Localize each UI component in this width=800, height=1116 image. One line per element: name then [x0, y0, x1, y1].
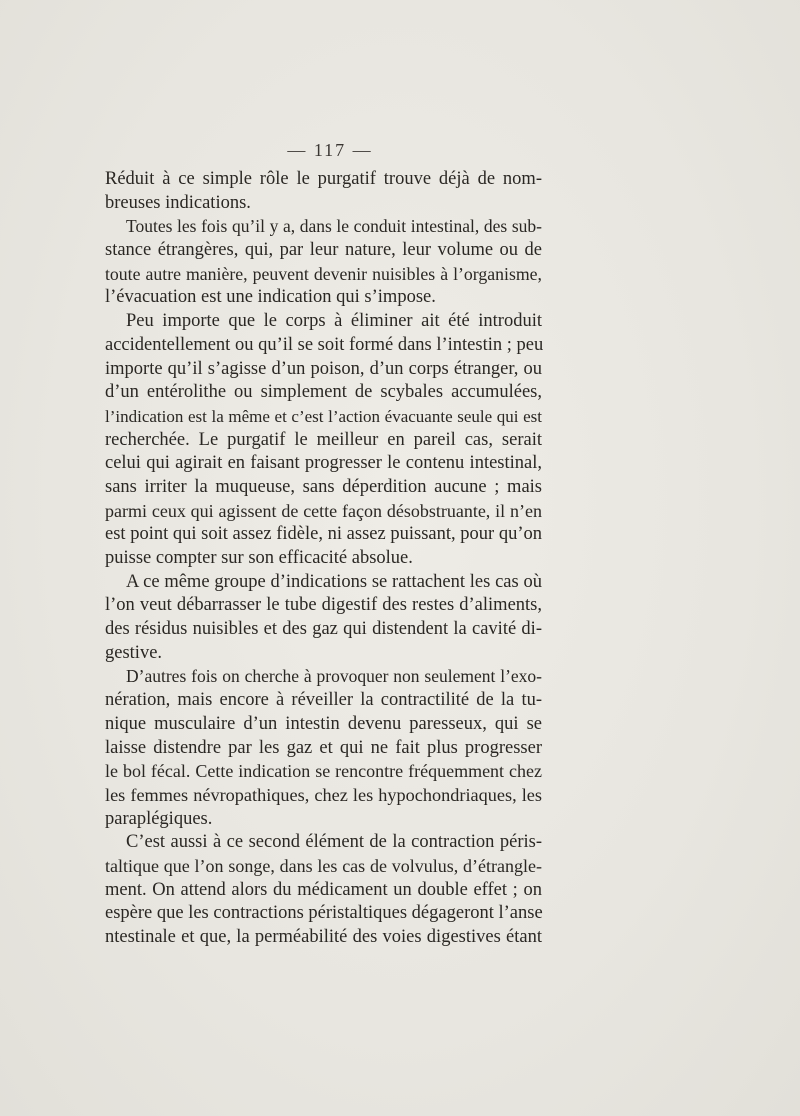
text-line: ntestinale et que, la perméabilité des voies digestives étant	[105, 927, 542, 947]
text-line: d’un entérolithe ou simplement de scybales accumulées,	[105, 382, 542, 403]
text-line: paraplégiques.	[105, 808, 213, 829]
text-line: stance étrangères, qui, par leur nature, leur volume ou de	[105, 240, 542, 261]
text-line: accidentellement ou qu’il se soit formé dans l’intestin ; peu	[105, 334, 544, 355]
body-text	[105, 168, 542, 950]
text-line: l’on veut débarrasser le tube digestif des restes d’aliments,	[105, 595, 542, 616]
text-line: sans irriter la muqueuse, sans déperdition aucune ; mais	[105, 476, 542, 497]
text-line: ment. On attend alors du médicament un double effet ; on	[105, 879, 542, 900]
text-line: taltique que l’on songe, dans les cas de volvulus, d’étrangle-	[105, 855, 542, 876]
text-line: Peu importe que le corps à éliminer ait été introduit	[126, 311, 542, 332]
text-line: D’autres fois on cherche à provoquer non seulement l’exo-	[126, 666, 542, 687]
text-line: laisse distendre par les gaz et qui ne fait plus progresser	[105, 737, 542, 758]
text-line: des résidus nuisibles et des gaz qui distendent la cavité di-	[105, 619, 542, 640]
text-line: A ce même groupe d’indications se rattachent les cas où	[126, 571, 542, 592]
text-line: parmi ceux qui agissent de cette façon désobstruante, il n’en	[105, 500, 542, 521]
text-line: Réduit à ce simple rôle le purgatif trouve déjà de nom-	[105, 169, 542, 189]
text-line: toute autre manière, peuvent devenir nuisibles à l’organisme,	[105, 263, 542, 284]
text-line: breuses indications.	[105, 192, 251, 213]
text-line: le bol fécal. Cette indication se rencontre fréquemment chez	[105, 761, 542, 782]
text-line: espère que les contractions péristaltiques dégageront l’anse	[105, 903, 543, 924]
text-line: nique musculaire d’un intestin devenu paresseux, qui se	[105, 713, 542, 734]
text-line: est point qui soit assez fidèle, ni assez puissant, pour qu’on	[105, 524, 542, 545]
text-line: l’indication est la même et c’est l’action évacuante seule qui est	[105, 406, 542, 426]
text-line: puisse compter sur son efficacité absolue.	[105, 548, 413, 568]
text-line: les femmes névropathiques, chez les hypochondriaques, les	[105, 784, 542, 805]
text-line: l’évacuation est une indication qui s’impose.	[105, 287, 436, 308]
text-line: nération, mais encore à réveiller la contractilité de la tu-	[105, 690, 542, 711]
text-line: C’est aussi à ce second élément de la contraction péris-	[126, 832, 542, 853]
text-line: gestive.	[105, 642, 163, 663]
text-line: recherchée. Le purgatif le meilleur en pareil cas, serait	[105, 429, 542, 450]
text-line: celui qui agirait en faisant progresser le contenu intestinal,	[105, 453, 542, 474]
text-line: Toutes les fois qu’il y a, dans le conduit intestinal, des sub-	[126, 216, 542, 237]
text-line: importe qu’il s’agisse d’un poison, d’un corps étranger, ou	[105, 358, 542, 379]
page-number: — 117 —	[287, 140, 373, 160]
